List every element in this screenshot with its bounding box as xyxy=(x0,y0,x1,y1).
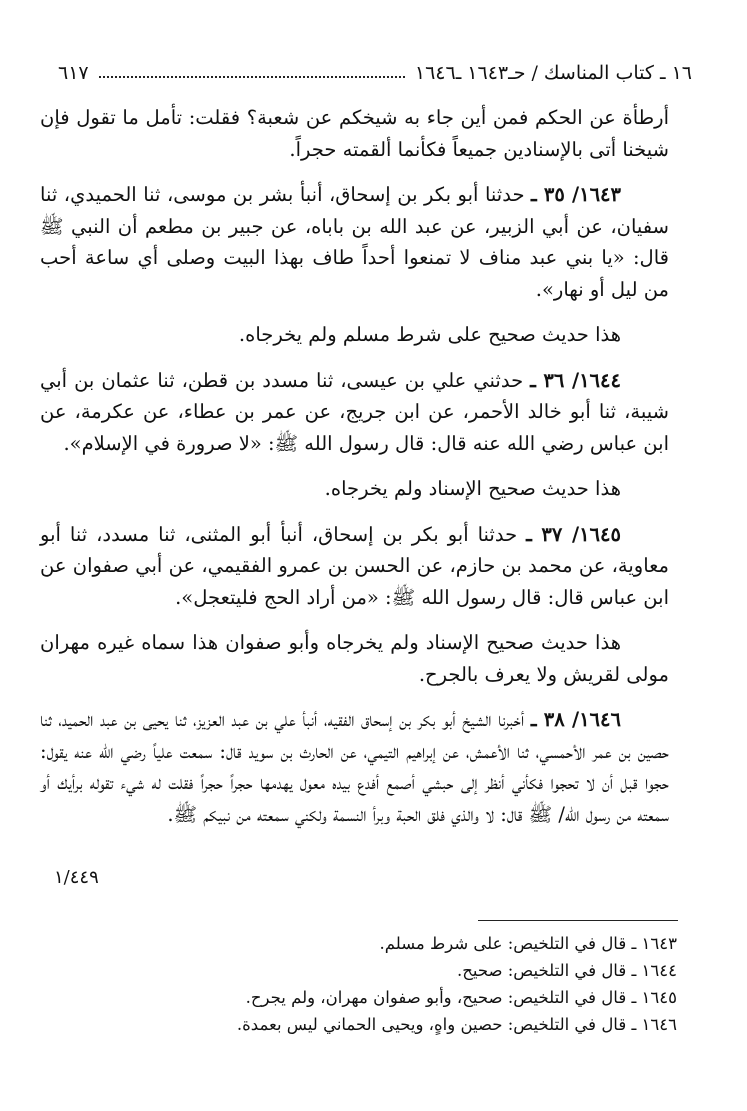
grading-paragraph xyxy=(40,627,669,690)
hadith-number: ١٦٤٦/ ٣٨ ـ xyxy=(530,708,621,731)
hadith-paragraph xyxy=(40,704,669,888)
grading-paragraph xyxy=(40,473,669,505)
footnote: ١٦٤٥ ـ قال في التلخيص: صحيح، وأبو صفوان مهران، ولم يجرح. xyxy=(245,988,677,1007)
manuscript-page-marker: ١/٤٤٩ xyxy=(54,867,99,888)
paragraph-text: أرطأة عن الحكم فمن أين جاء به شيخكم عن شعبة؟ فقلت: تأمل ما تقول فإن شيخنا أتى بالإسنادين جميعاً فكأنما ألقمته حجراً. xyxy=(40,106,669,161)
main-text xyxy=(40,102,669,888)
hadith-number: ١٦٤٣/ ٣٥ ـ xyxy=(531,183,621,206)
hadith-paragraph xyxy=(40,365,669,460)
footnote-separator xyxy=(478,920,678,921)
hadith-number: ١٦٤٤/ ٣٦ ـ xyxy=(530,368,621,392)
page-number: ٦١٧ xyxy=(58,62,89,84)
hadith-text: حدثني علي بن عيسى، ثنا مسدد بن قطن، ثنا عثمان بن أبي شيبة، ثنا أبو خالد الأحمر، عن ابن جريج، عن عمر بن عطاء، عن عكرمة، عن ابن عباس رضي الله عنه قال: قال رسول الله ﷺ: «لا صرورة في الإسلام». xyxy=(40,368,669,455)
grading-paragraph xyxy=(40,319,669,351)
hadith-paragraph xyxy=(40,519,669,614)
footnotes xyxy=(60,930,677,1038)
footnote: ١٦٤٤ ـ قال في التلخيص: صحيح. xyxy=(456,961,677,980)
hadith-text: حدثنا أبو بكر بن إسحاق، أنبأ بشر بن موسى، ثنا الحميدي، ثنا سفيان، عن أبي الزبير، عن عبد الله بن باباه، عن جبير بن مطعم أن النبي ﷺ قال: «يا بني عبد مناف لا تمنعوا أحداً طاف بهذا البيت وصلى أي ساعة أحب من ليل أو نهار». xyxy=(40,183,669,301)
hadith-paragraph xyxy=(40,179,669,305)
hadith-text: حدثنا أبو بكر بن إسحاق، أنبأ أبو المثنى، ثنا مسدد، ثنا أبو معاوية، عن محمد بن حازم، عن الحسن بن عمرو الفقيمي، عن أبي صفوان عن ابن عباس قال: قال رسول الله ﷺ: «من أراد الحج فليتعجل». xyxy=(40,522,669,609)
footnote: ١٦٤٦ ـ قال في التلخيص: حصين واهٍ، ويحيى الحماني ليس بعمدة. xyxy=(236,1015,677,1034)
hadith-number: ١٦٤٥/ ٣٧ ـ xyxy=(526,522,621,546)
grading-text: هذا حديث صحيح على شرط مسلم ولم يخرجاه. xyxy=(238,323,621,346)
grading-text: هذا حديث صحيح الإسناد ولم يخرجاه وأبو صفوان هذا سماه غيره مهران مولى لقريش ولا يعرف بالجرح. xyxy=(40,631,669,686)
grading-text: هذا حديث صحيح الإسناد ولم يخرجاه. xyxy=(324,477,621,500)
hadith-text: أخبرنا الشيخ أبو بكر بن إسحاق الفقيه، أنبأ علي بن عبد العزيز، ثنا يحيى بن عبد الحميد، ثنا حصين بن عمر الأحمسي، ثنا الأعمش، عن إبراهيم التيمي، عن الحارث بن سويد قال: سمعت علياً رضي الله عنه يقول: حجوا قبل أن لا تحجوا فكأني أنظر إلى حبشي أصمع أفدع بيده معول يهدمها حجراً حجراً فقلت له شيء تقوله برأيك أو سمعته من رسول الله/ ﷺ قال: لا والذي فلق الحبة وبرأ النسمة ولكني سمعته من نبيكم ﷺ. xyxy=(40,708,669,826)
header-dot-leader xyxy=(99,76,405,78)
paragraph xyxy=(40,102,669,165)
header-title: ١٦ ـ كتاب المناسك / حـ١٦٤٣ ـ١٦٤٦ xyxy=(414,62,692,84)
running-header xyxy=(58,58,692,88)
footnote: ١٦٤٣ ـ قال في التلخيص: على شرط مسلم. xyxy=(379,934,677,953)
